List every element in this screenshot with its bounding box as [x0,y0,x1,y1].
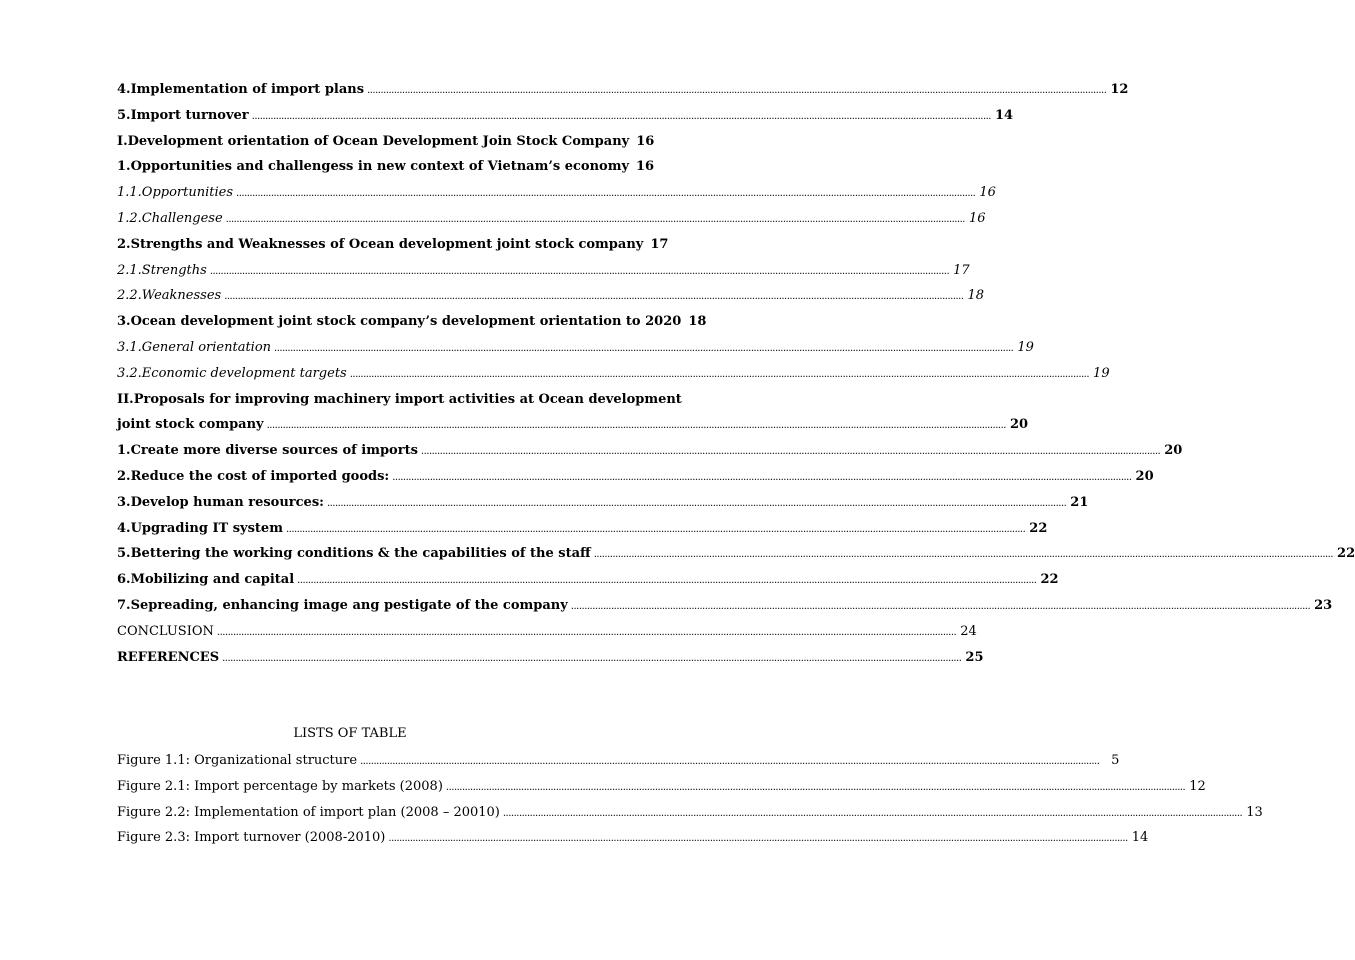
toc-entry-label: joint stock company [117,417,264,433]
toc-entry-label: 7.Sepreading, enhancing image ang pestigate of the company [117,597,568,613]
toc-entry [117,619,977,645]
list-of-tables [117,748,1263,851]
toc-entry-label: 3.1.General orientation [117,339,272,355]
toc-entry-label: I.Development orientation of Ocean Development Join Stock Company [117,133,630,149]
table-entry-label: Figure 2.3: Import turnover (2008-2010) [117,830,386,846]
table-entry [117,825,1149,851]
toc-entry-page: 19 [1093,365,1110,381]
toc-entry-label: II.Proposals for improving machinery import activities at Ocean development [117,391,682,407]
toc-entry-label: 2.2.Weaknesses [117,288,222,304]
dot-leader [274,335,1013,362]
table-entry [117,748,1120,774]
toc-entry-label: 1.1.Opportunities [117,185,234,201]
dot-leader [252,103,991,130]
toc-entry [117,154,655,180]
toc-entry-page: 20 [1164,443,1183,459]
dot-leader [421,438,1160,465]
toc-entry-label: REFERENCES [117,649,220,665]
table-entry-label: Figure 2.2: Implementation of import plan (2008 – 20010) [117,804,500,820]
dot-leader [571,593,1310,620]
toc-entry [117,206,986,232]
toc-entry-page: 22 [1337,546,1355,562]
table-entry-label: Figure 1.1: Organizational structure [117,753,358,768]
dot-leader [594,541,1333,568]
toc-entry-label: 5.Bettering the working conditions & the capabilities of the staff [117,546,591,562]
table-of-contents [117,77,1355,670]
dot-leader [236,180,975,207]
toc-entry [117,412,1029,438]
toc-entry-label: 1.Create more diverse sources of imports [117,443,418,459]
toc-entry [117,361,1110,387]
dot-leader [224,283,963,310]
toc-entry [117,283,985,309]
table-entry [117,800,1263,826]
toc-entry-page: 24 [960,623,977,639]
toc-entry-page: 21 [1070,494,1089,510]
toc-entry-label: 3.Develop human resources: [117,494,324,510]
table-entry-label: Figure 2.1: Import percentage by markets (2008) [117,778,443,794]
toc-entry [117,309,707,335]
toc-entry-page: 20 [1009,417,1029,433]
toc-entry-label: 4.Upgrading IT system [117,520,283,536]
table-entry-page: 5 [1111,753,1120,768]
dot-leader [297,567,1036,594]
dot-leader [503,800,1242,827]
table-entry-page: 14 [1131,830,1149,846]
dot-leader [267,412,1006,439]
dot-leader [350,361,1089,388]
toc-entry-page: 16 [979,185,996,201]
dot-leader [210,258,949,285]
dot-leader [222,645,961,672]
toc-entry-label: 3.Ocean development joint stock company’s development orientation to 2020 [117,314,682,330]
dot-leader [392,464,1131,491]
toc-entry-page: 22 [1040,572,1059,588]
dot-leader [217,619,956,646]
toc-entry-page: 12 [1110,82,1129,97]
toc-entry [117,180,996,206]
table-entry-page: 13 [1246,804,1263,820]
toc-entry [117,77,1129,103]
dot-leader [327,490,1066,517]
toc-entry [117,464,1154,490]
toc-entry [117,335,1034,361]
table-entry [117,774,1206,800]
dot-leader [360,748,1099,775]
dot-leader [286,516,1025,543]
toc-entry-label: 4.Implementation of import plans [117,82,365,97]
toc-entry-page: 16 [636,133,655,149]
dot-leader [367,77,1106,104]
toc-entry [117,645,984,671]
toc-entry-page: 19 [1017,339,1034,355]
toc-entry [117,567,1059,593]
toc-entry [117,516,1048,542]
toc-entry-page: 22 [1029,520,1048,536]
toc-entry-page: 16 [968,210,986,226]
toc-entry-label: 5.Import turnover [117,107,249,123]
table-entry-page: 12 [1189,778,1206,794]
toc-entry-page: 20 [1135,468,1154,484]
toc-entry [117,129,655,155]
toc-entry [117,387,682,413]
toc-entry-page: 17 [953,262,970,278]
dot-leader [388,825,1127,852]
toc-entry-page: 25 [965,649,984,665]
toc-entry-label: 1.2.Challengese [117,210,223,226]
toc-entry [117,541,1355,567]
dot-leader [226,206,965,233]
toc-entry [117,232,669,258]
toc-entry [117,258,970,284]
toc-entry-page: 18 [967,288,985,304]
dot-leader [446,774,1185,801]
toc-entry [117,490,1089,516]
toc-entry-page: 16 [636,159,655,175]
list-of-tables-title: LISTS OF TABLE [293,726,407,741]
toc-entry-page: 23 [1314,597,1333,613]
toc-entry [117,438,1183,464]
toc-entry-label: 6.Mobilizing and capital [117,572,295,588]
toc-entry-label: 1.Opportunities and challengess in new context of Vietnam’s economy [117,159,630,175]
toc-entry-page: 14 [994,107,1014,123]
toc-entry-label: CONCLUSION [117,623,214,639]
toc-entry-page: 17 [650,236,669,252]
toc-entry [117,593,1333,619]
toc-entry [117,103,1014,129]
toc-entry-label: 2.Strengths and Weaknesses of Ocean development joint stock company [117,236,644,252]
toc-entry-page: 18 [688,314,707,330]
toc-entry-label: 2.1.Strengths [117,262,207,278]
toc-entry-label: 3.2.Economic development targets [117,365,347,381]
toc-entry-label: 2.Reduce the cost of imported goods: [117,468,390,484]
